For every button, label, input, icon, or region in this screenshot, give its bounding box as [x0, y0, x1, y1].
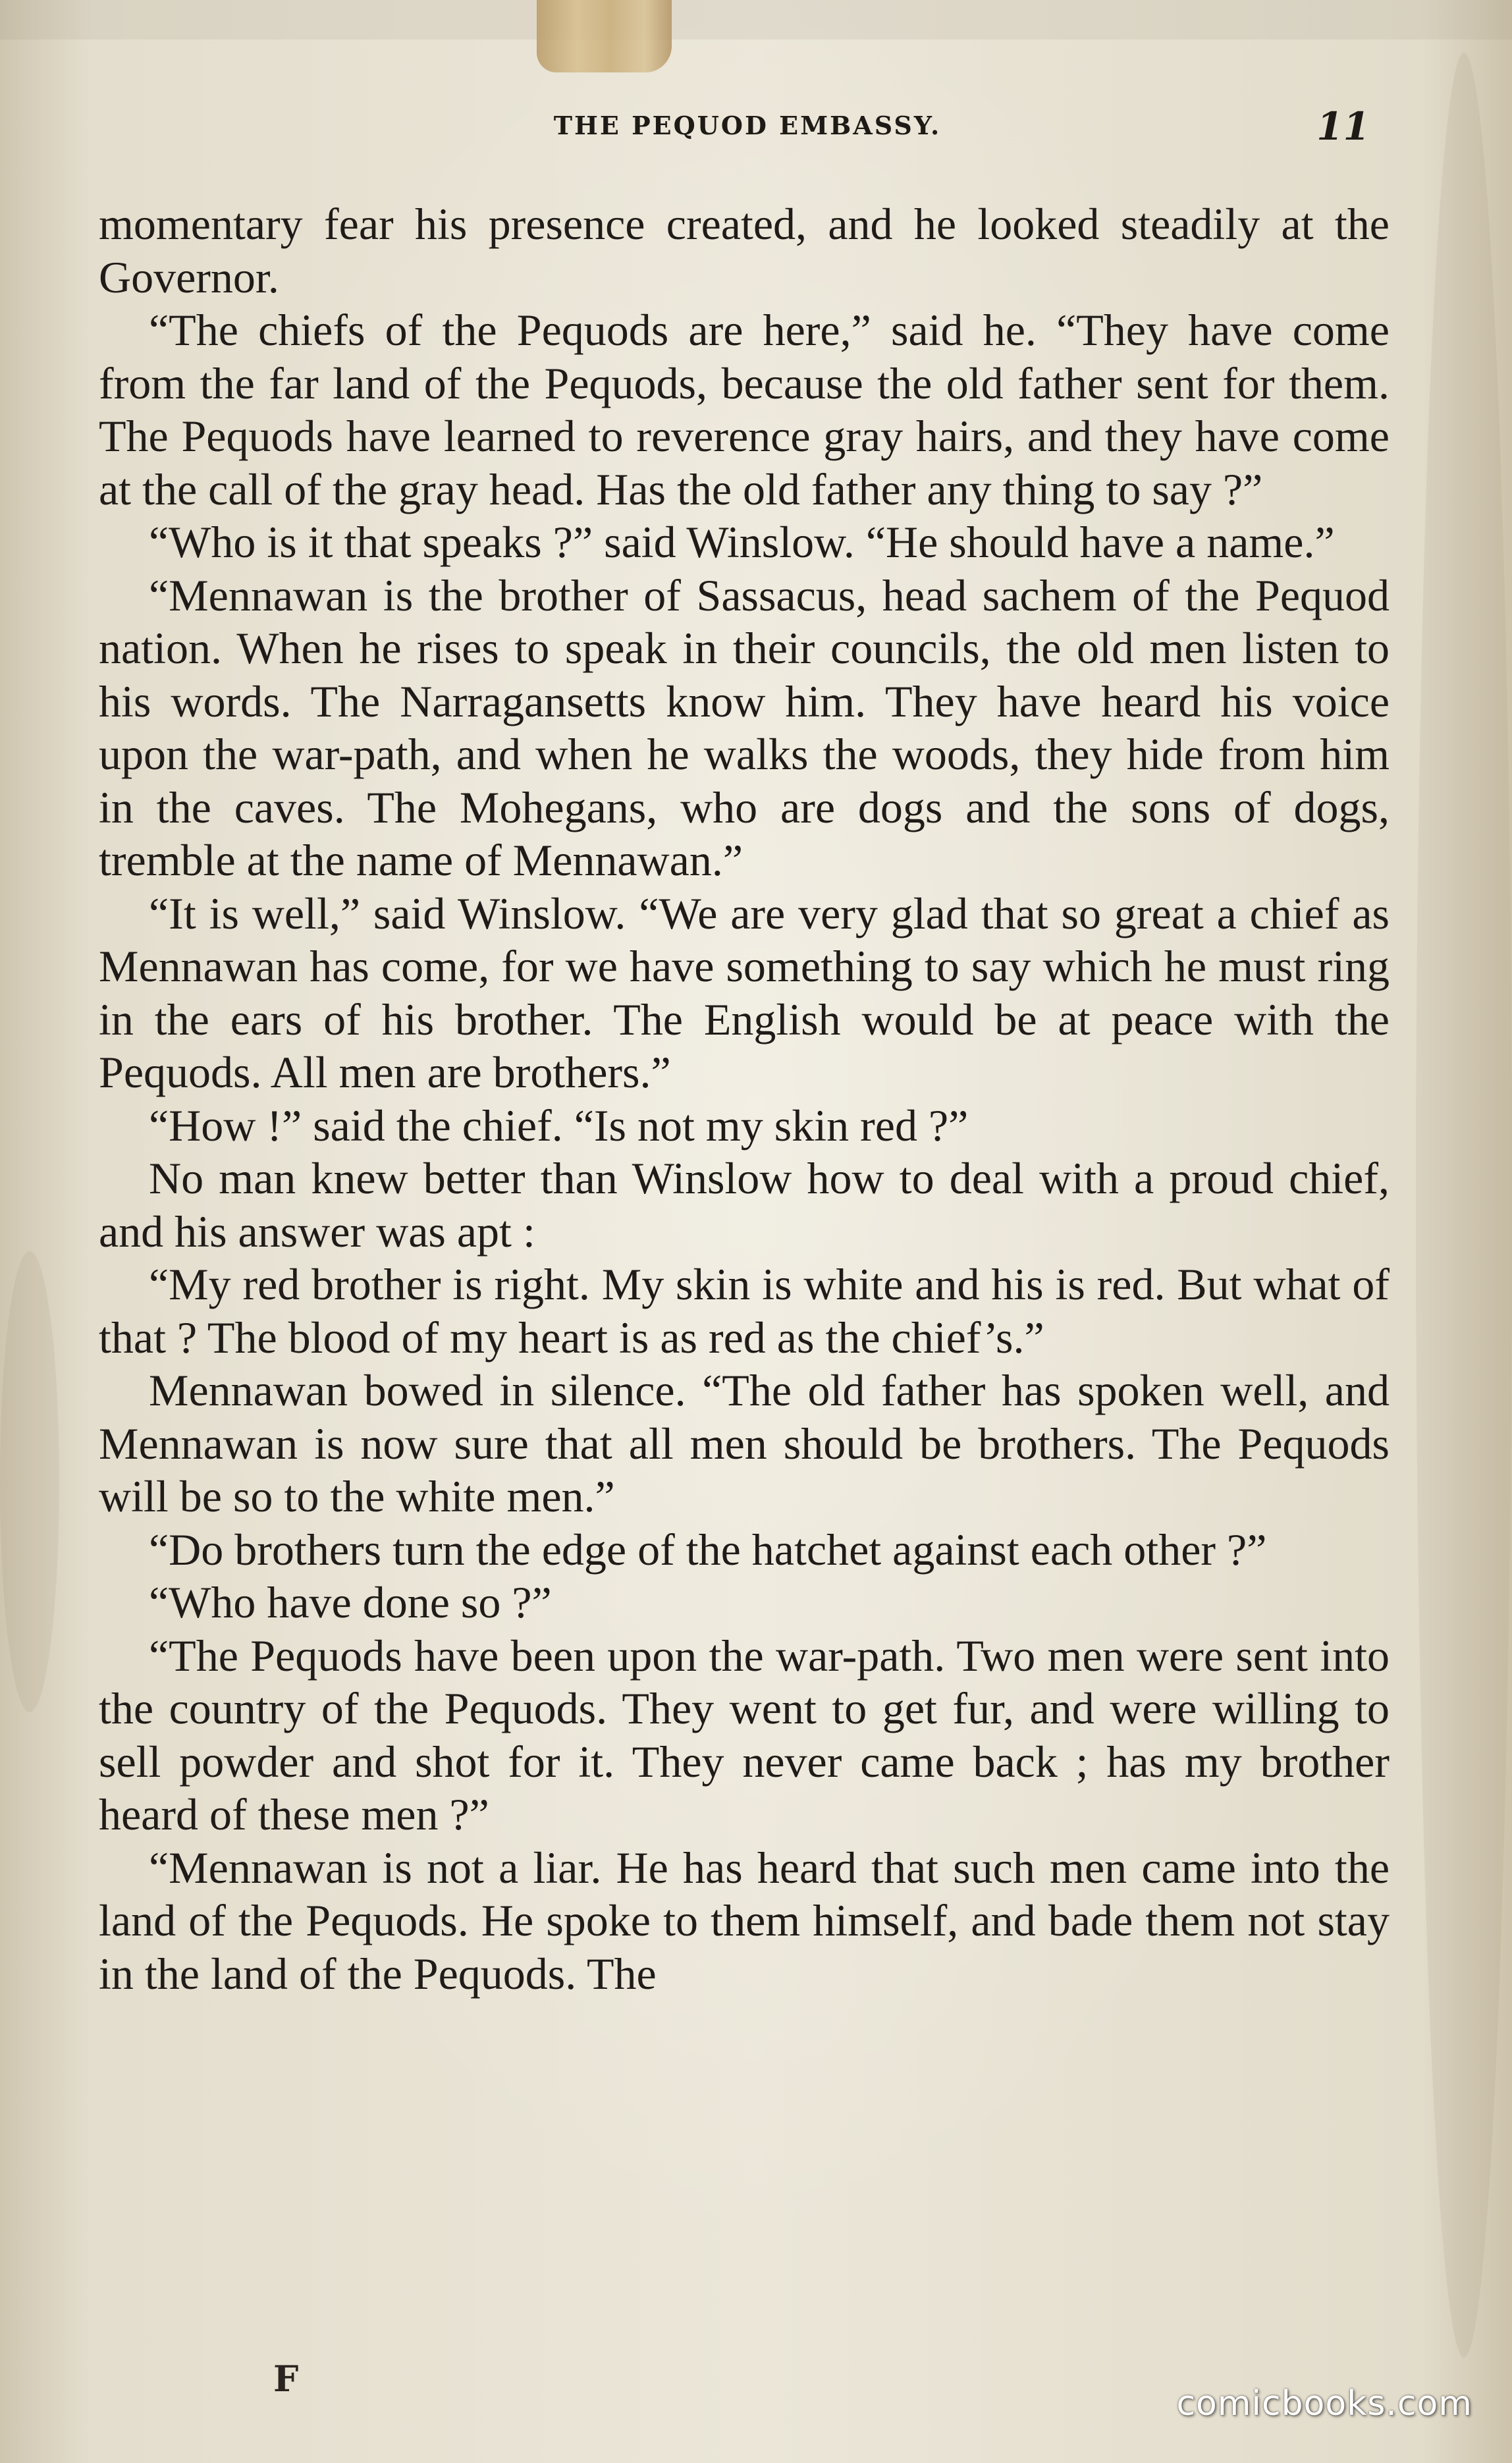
paragraph: “Who is it that speaks ?” said Winslow. “He should have a name.” — [149, 517, 1335, 567]
paragraph: “How !” said the chief. “Is not my skin red ?” — [149, 1100, 969, 1150]
paragraph: “It is well,” said Winslow. “We are very glad that so great a chief as Mennawan has come, for we have something to say which he must ring in the ears of his brother. The English would be at peace with the Pequods. All men are brothers.” — [99, 888, 1390, 1097]
paragraph: “The chiefs of the Pequods are here,” said he. “They have come from the far land of the Pequods, because the old father sent for them. The Pequods have learned to reverence gray hairs, and they have come at the call of the gray head. Has the old father any thing to say ?” — [99, 305, 1390, 514]
paragraph: No man knew better than Winslow how to deal with a proud chief, and his answer was apt : — [99, 1153, 1390, 1257]
paragraph: “Mennawan is the brother of Sassacus, head sachem of the Pequod nation. When he rises to speak in their councils, the old men listen to his words. The Narragansetts know him. They have heard his voice upon the war-path, and when he walks the woods, they hide from him in the caves. The Mohegans, who are dogs and the sons of dogs, tremble at the name of Mennawan.” — [99, 570, 1390, 885]
paragraph: “The Pequods have been upon the war-path. Two men were sent into the country of the Pequods. They went to get fur, and were willing to sell powder and shot for it. They never came back ; has my brother heard of these men ?” — [99, 1630, 1390, 1839]
page-header — [119, 104, 1376, 157]
paragraph: “Mennawan is not a liar. He has heard that such men came into the land of the Pequods. He spoke to them himself, and bade them not stay in the land of the Pequods. The — [99, 1842, 1390, 1999]
left-edge-stain — [0, 1251, 59, 1712]
running-title: THE PEQUOD EMBASSY. — [553, 111, 942, 140]
paragraph: “Who have done so ?” — [149, 1577, 552, 1627]
page-number: 11 — [1316, 104, 1370, 149]
paragraph: “My red brother is right. My skin is white and his is red. But what of that ? The blood of my heart is as red as the chief’s.” — [99, 1259, 1390, 1363]
paragraph: momentary fear his presence created, and he looked steadily at the Governor. — [99, 199, 1390, 302]
body-text — [99, 198, 1390, 2000]
paragraph: “Do brothers turn the edge of the hatchet against each other ?” — [149, 1524, 1267, 1575]
top-edge-shadow — [0, 0, 1512, 40]
signature-mark: F — [273, 2358, 299, 2400]
right-edge-stain — [1416, 53, 1512, 2358]
paragraph: Mennawan bowed in silence. “The old father has spoken well, and Mennawan is now sure that all men should be brothers. The Pequods will be so to the white men.” — [99, 1365, 1390, 1521]
watermark: comicbooks.com — [1176, 2384, 1472, 2423]
tape-strip — [537, 0, 672, 72]
